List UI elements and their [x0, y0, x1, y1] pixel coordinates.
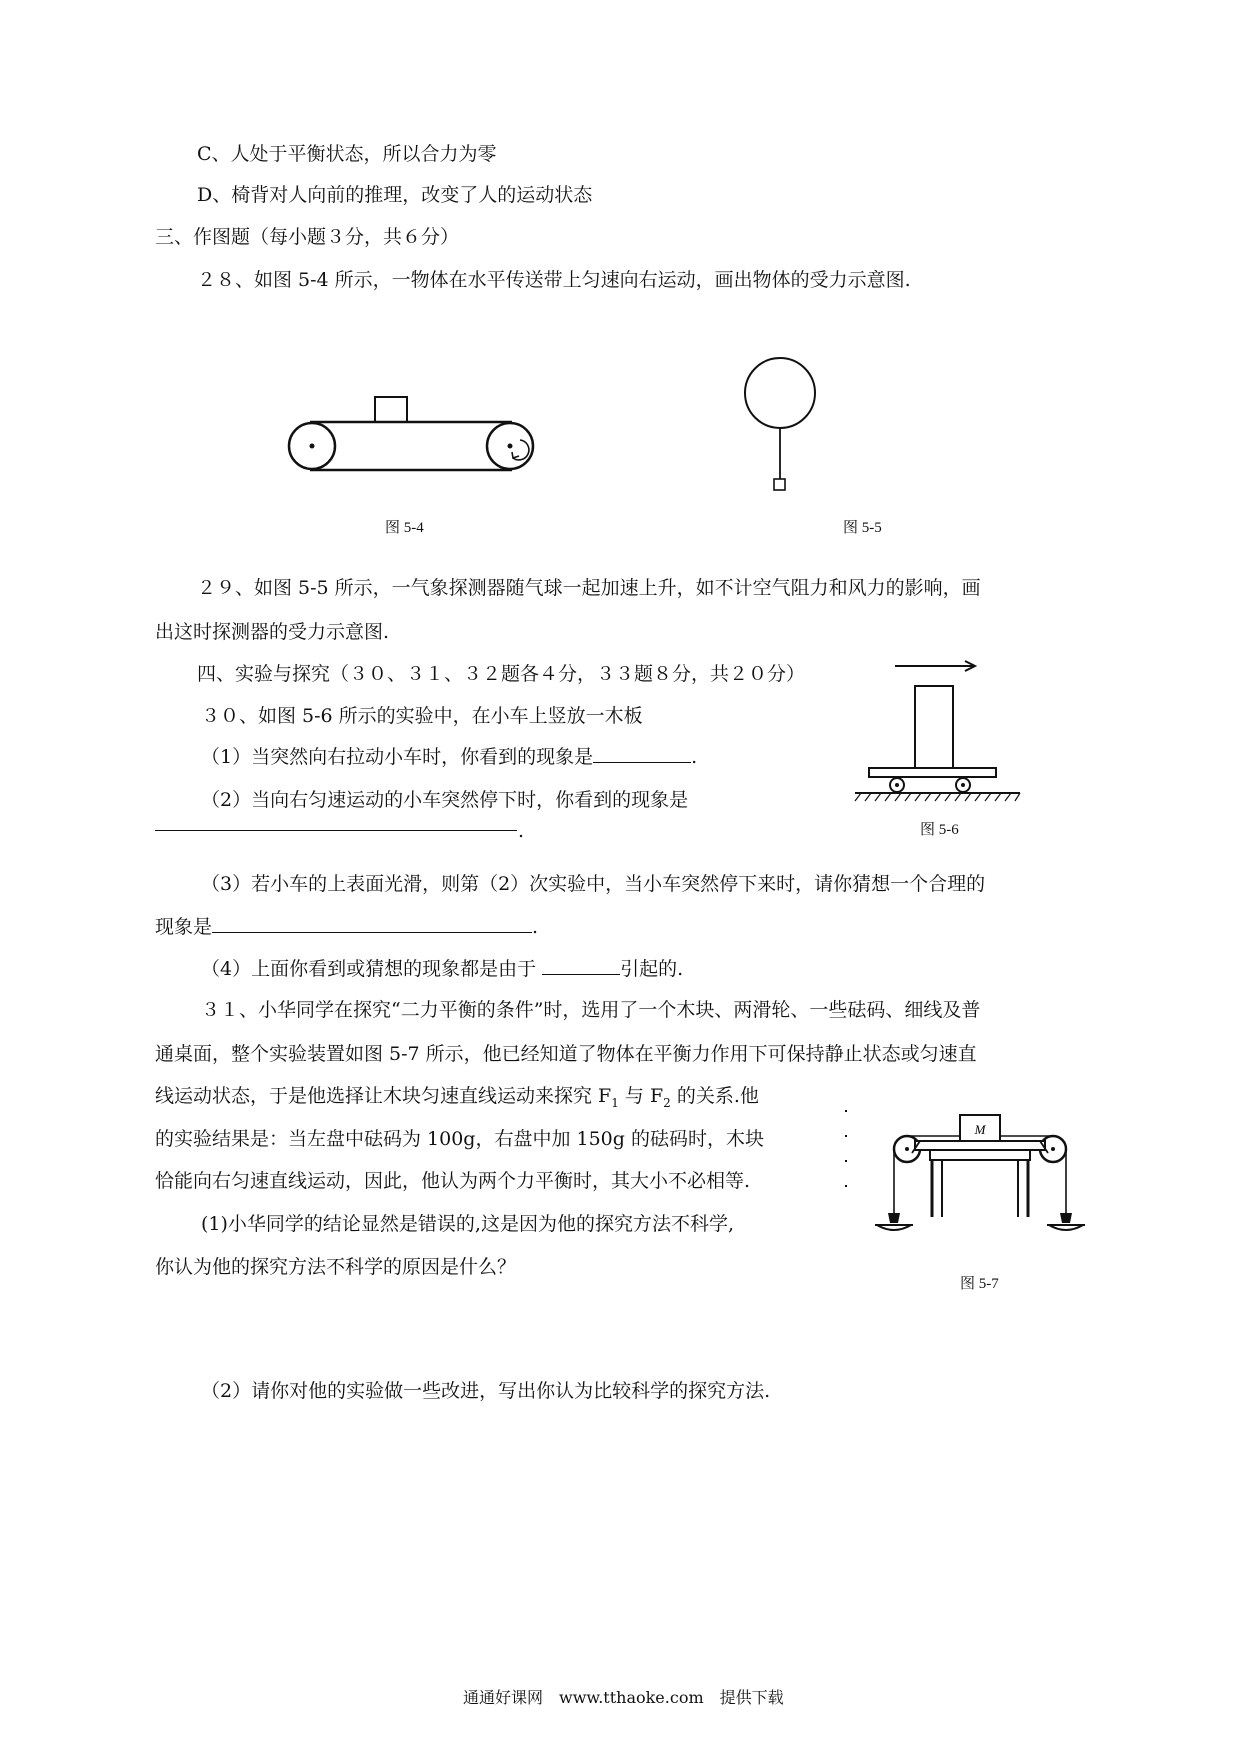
question-31-line2: 通桌面，整个实验装置如图 5-7 所示，他已经知道了物体在平衡力作用下可保持静止状态或匀速直 — [155, 1043, 977, 1065]
question-31-line3-b: 与 F — [624, 1085, 664, 1107]
question-31-line4: 的实验结果是：当左盘中砝码为 100g，右盘中加 150g 的砝码时，木块 — [155, 1128, 764, 1150]
block-label: M — [974, 1122, 986, 1137]
figure-5-5-balloon — [735, 355, 825, 500]
subscript-1: 1 — [611, 1095, 619, 1110]
period: . — [691, 746, 698, 768]
figure-5-7-caption: 图 5-7 — [960, 1276, 999, 1292]
figure-5-6-caption: 图 5-6 — [920, 822, 959, 838]
figure-5-7-pulley-apparatus — [850, 1095, 1100, 1245]
section-3-heading: 三、作图题（每小题３分，共６分） — [155, 226, 460, 248]
question-31-line3-a: 线运动状态，于是他选择让木块匀速直线运动来探究 F — [155, 1085, 612, 1107]
answer-blank-30-3[interactable] — [212, 914, 532, 933]
question-29-line1: ２９、如图 5-5 所示，一气象探测器随气球一起加速上升，如不计空气阻力和风力的影响，画 — [197, 577, 981, 599]
figure-5-4-conveyor — [280, 390, 540, 480]
answer-blank-30-2[interactable] — [155, 830, 517, 831]
figure-5-6-cart — [855, 656, 1025, 806]
question-30-part1-text: （1）当突然向右拉动小车时，你看到的现象是 — [201, 746, 594, 768]
answer-blank-30-4[interactable] — [542, 956, 620, 975]
period: . — [532, 916, 539, 938]
question-31-line1: ３１、小华同学在探究“二力平衡的条件”时，选用了一个木块、两滑轮、一些砝码、细线及普 — [201, 999, 981, 1021]
section-4-heading: 四、实验与探究（３０、３１、３２题各４分，３３题８分，共２０分） — [197, 663, 806, 685]
question-31-line5: 恰能向右匀速直线运动，因此，他认为两个力平衡时，其大小不必相等. — [155, 1170, 751, 1192]
question-30-part3-label: 现象是 — [155, 916, 213, 938]
question-30-part4-tail: 引起的. — [620, 958, 684, 980]
question-31-part2: （2）请你对他的实验做一些改进，写出你认为比较科学的探究方法. — [201, 1380, 771, 1402]
footer-text: 通通好课网 www.tthaoke.com 提供下载 — [463, 1688, 784, 1707]
subscript-2: 2 — [663, 1095, 671, 1110]
question-31-line3 — [155, 1083, 759, 1116]
question-30-part4-text: （4）上面你看到或猜想的现象都是由于 — [201, 958, 537, 980]
option-d: D、椅背对人向前的推理，改变了人的运动状态 — [197, 184, 593, 206]
figure-5-4-caption: 图 5-4 — [385, 520, 424, 536]
question-30: ３０、如图 5-6 所示的实验中，在小车上竖放一木板 — [201, 705, 643, 727]
question-30-part3-line1: （3）若小车的上表面光滑，则第（2）次实验中，当小车突然停下来时，请你猜想一个合理的 — [201, 873, 986, 895]
question-31-part1-line1: (1)小华同学的结论显然是错误的,这是因为他的探究方法不科学, — [201, 1213, 734, 1235]
question-28: ２８、如图 5-4 所示，一物体在水平传送带上匀速向右运动，画出物体的受力示意图. — [197, 269, 911, 291]
question-30-part1 — [201, 744, 697, 770]
answer-blank-30-1[interactable] — [593, 744, 691, 763]
question-31-line3-c: 的关系.他 — [676, 1085, 759, 1107]
question-30-part4 — [201, 956, 683, 982]
question-31-part1-line2: 你认为他的探究方法不科学的原因是什么？ — [155, 1256, 517, 1278]
question-30-part3-line2 — [155, 914, 538, 940]
question-29-line2: 出这时探测器的受力示意图. — [155, 621, 390, 643]
option-c: C、人处于平衡状态，所以合力为零 — [197, 143, 497, 165]
period: . — [518, 820, 525, 842]
figure-5-5-caption: 图 5-5 — [843, 520, 882, 536]
question-30-part2: （2）当向右匀速运动的小车突然停下时，你看到的现象是 — [201, 789, 689, 811]
